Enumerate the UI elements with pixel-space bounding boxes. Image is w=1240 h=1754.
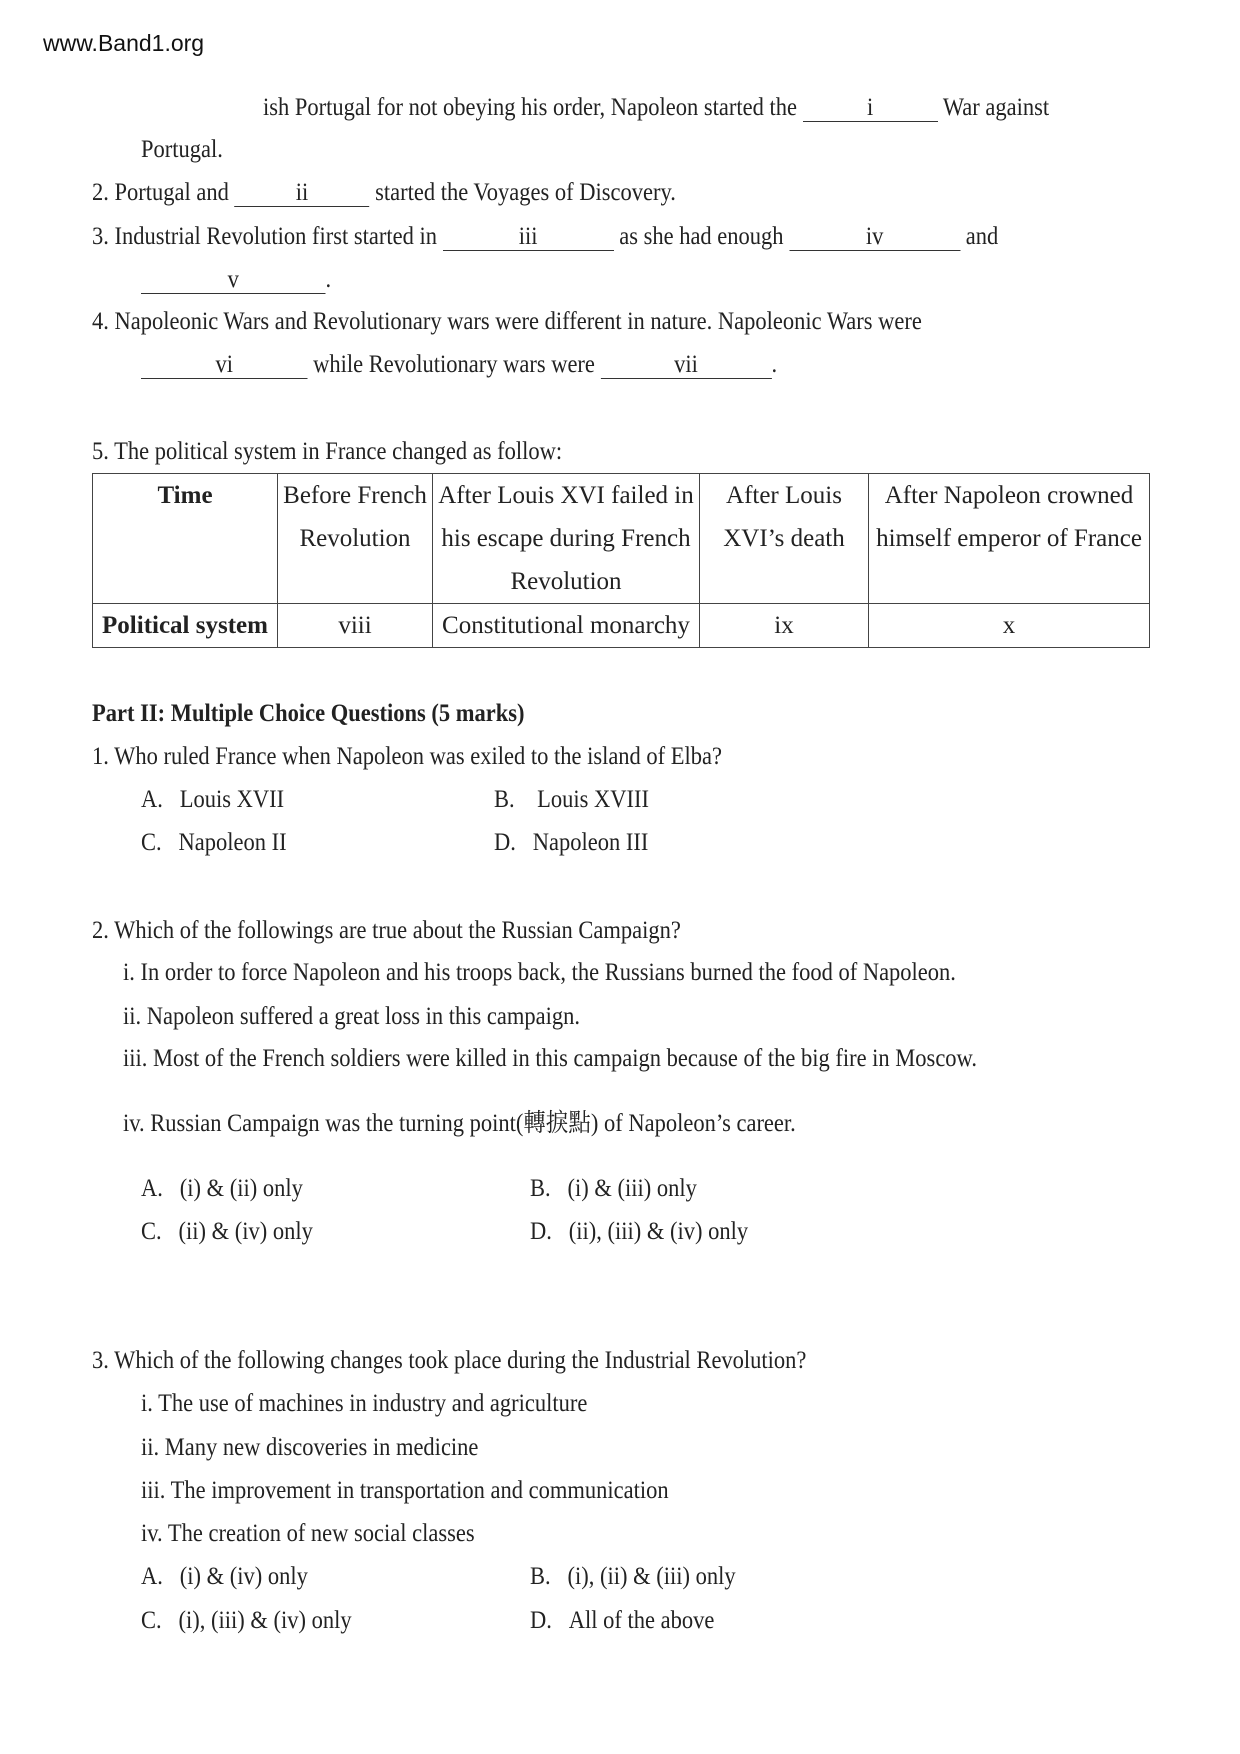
q4-text-b: while Revolutionary wars were bbox=[313, 351, 595, 378]
q3-text: 3. Industrial Revolution first started in bbox=[92, 223, 437, 250]
option-text: (i), (ii) & (iii) only bbox=[567, 1563, 736, 1590]
option-text: (i) & (iv) only bbox=[179, 1563, 308, 1590]
mcq2-option-d[interactable] bbox=[530, 1217, 748, 1247]
mcq2-statement: iii. Most of the French soldiers were killed in this campaign because of the big fire in Moscow. bbox=[123, 1045, 977, 1072]
option-letter: A. bbox=[141, 786, 163, 813]
mcq3-option-d[interactable] bbox=[530, 1606, 714, 1636]
option-text: (i) & (iii) only bbox=[567, 1175, 697, 1202]
option-letter: D. bbox=[530, 1607, 552, 1634]
mcq2-statement: iv. Russian Campaign was the turning point(轉捩點) of Napoleon’s career. bbox=[123, 1110, 796, 1137]
q3-text-b: as she had enough bbox=[619, 223, 784, 250]
mcq3-option-b[interactable] bbox=[530, 1562, 736, 1592]
q3-line bbox=[92, 222, 998, 252]
q4-line-2 bbox=[141, 350, 777, 380]
mcq3-statement: iv. The creation of new social classes bbox=[141, 1520, 475, 1547]
mcq3-option-a[interactable] bbox=[141, 1562, 308, 1592]
option-text: (ii) & (iv) only bbox=[178, 1218, 313, 1245]
option-letter: A. bbox=[141, 1175, 163, 1202]
table-cell: After Napoleon crowned himself emperor of France bbox=[869, 474, 1150, 604]
q2-text-b: started the Voyages of Discovery. bbox=[375, 179, 676, 206]
q3-text-c: and bbox=[965, 223, 999, 250]
mcq1-option-a[interactable] bbox=[141, 785, 284, 815]
blank-vi: vi bbox=[141, 352, 308, 379]
option-text: Napoleon III bbox=[532, 829, 649, 856]
q1-text: ish Portugal for not obeying his order, Napoleon started the bbox=[263, 94, 797, 121]
table-cell: After Louis XVI failed in his escape during French Revolution bbox=[433, 474, 700, 604]
option-text: (ii), (iii) & (iv) only bbox=[568, 1218, 749, 1245]
table-cell: Constitutional monarchy bbox=[433, 604, 700, 648]
mcq3-option-c[interactable] bbox=[141, 1606, 352, 1636]
q5-text: 5. The political system in France changed as follow: bbox=[92, 438, 563, 465]
q3-line-2 bbox=[141, 265, 331, 295]
option-letter: C. bbox=[141, 829, 162, 856]
watermark: www.Band1.org bbox=[43, 30, 205, 56]
mcq2-option-c[interactable] bbox=[141, 1217, 313, 1247]
option-text: All of the above bbox=[568, 1607, 715, 1634]
mcq2-option-b[interactable] bbox=[530, 1174, 697, 1204]
table-header-row bbox=[93, 474, 1150, 604]
table-cell: viii bbox=[278, 604, 433, 648]
option-letter: C. bbox=[141, 1607, 162, 1634]
q2-line bbox=[92, 178, 676, 208]
option-text: (i), (iii) & (iv) only bbox=[178, 1607, 352, 1634]
blank-vii: vii bbox=[601, 352, 772, 379]
blank-i: i bbox=[803, 95, 938, 122]
mcq2-statement: i. In order to force Napoleon and his troops back, the Russians burned the food of Napoleon. bbox=[123, 959, 956, 986]
option-text: (i) & (ii) only bbox=[179, 1175, 303, 1202]
option-letter: B. bbox=[530, 1175, 551, 1202]
blank-ii: ii bbox=[234, 180, 369, 207]
mcq1-option-d[interactable] bbox=[494, 828, 648, 858]
mcq2-option-a[interactable] bbox=[141, 1174, 303, 1204]
mcq3-statement: i. The use of machines in industry and agriculture bbox=[141, 1390, 588, 1417]
q1-text-b: War against bbox=[942, 94, 1050, 121]
mcq2-statement: ii. Napoleon suffered a great loss in this campaign. bbox=[123, 1003, 580, 1030]
mcq3-question: 3. Which of the following changes took place during the Industrial Revolution? bbox=[92, 1347, 807, 1374]
option-text: Napoleon II bbox=[178, 829, 287, 856]
table-cell: ix bbox=[700, 604, 869, 648]
mcq1-option-b[interactable] bbox=[494, 785, 649, 815]
q1-line bbox=[263, 93, 1049, 123]
table-cell: Time bbox=[93, 474, 278, 604]
political-system-table bbox=[92, 473, 1150, 648]
option-letter: A. bbox=[141, 1563, 163, 1590]
q2-text: 2. Portugal and bbox=[92, 179, 229, 206]
mcq3-statement: ii. Many new discoveries in medicine bbox=[141, 1434, 479, 1461]
blank-iv: iv bbox=[789, 224, 960, 251]
q3-end: . bbox=[325, 266, 332, 293]
blank-v: v bbox=[141, 267, 326, 294]
part2-title: Part II: Multiple Choice Questions (5 marks) bbox=[92, 700, 525, 727]
option-letter: B. bbox=[530, 1563, 551, 1590]
option-text: Louis XVII bbox=[179, 786, 285, 813]
table-row bbox=[93, 604, 1150, 648]
q4-end: . bbox=[771, 351, 778, 378]
option-letter: D. bbox=[494, 829, 516, 856]
option-letter: B. bbox=[494, 786, 515, 813]
mcq3-statement: iii. The improvement in transportation and communication bbox=[141, 1477, 669, 1504]
option-text: Louis XVIII bbox=[537, 786, 649, 813]
mcq1-option-c[interactable] bbox=[141, 828, 287, 858]
mcq1-question: 1. Who ruled France when Napoleon was exiled to the island of Elba? bbox=[92, 743, 723, 770]
table-cell: After Louis XVI’s death bbox=[700, 474, 869, 604]
option-letter: C. bbox=[141, 1218, 162, 1245]
option-letter: D. bbox=[530, 1218, 552, 1245]
blank-iii: iii bbox=[443, 224, 614, 251]
mcq2-question: 2. Which of the followings are true about the Russian Campaign? bbox=[92, 917, 681, 944]
q1-continuation: Portugal. bbox=[141, 136, 223, 163]
table-cell: Before French Revolution bbox=[278, 474, 433, 604]
table-cell: x bbox=[869, 604, 1150, 648]
table-cell: Political system bbox=[93, 604, 278, 648]
q4-line: 4. Napoleonic Wars and Revolutionary wars were different in nature. Napoleonic Wars were bbox=[92, 308, 922, 335]
